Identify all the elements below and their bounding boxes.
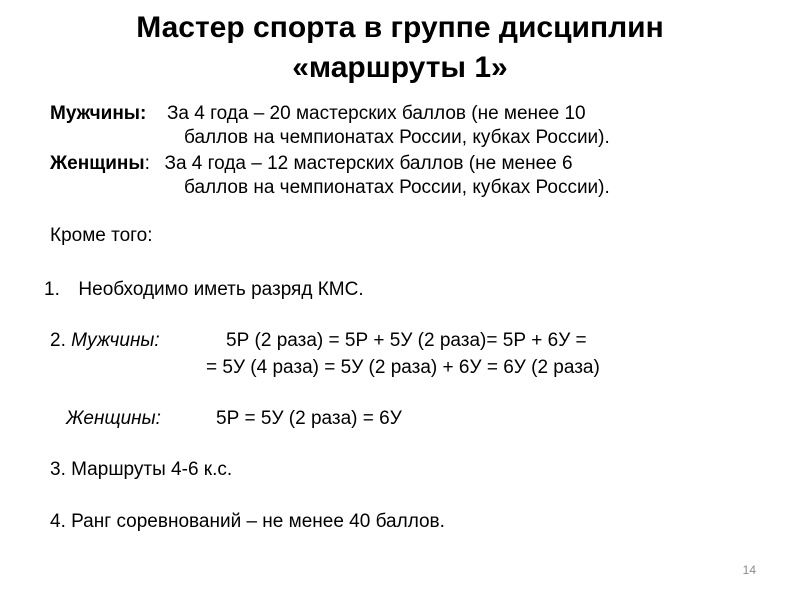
title-line-2: «маршруты 1» <box>292 51 508 84</box>
women-requirement-line-1 <box>50 152 573 176</box>
women-text-1: За 4 года – 12 мастерских баллов (не менее 6 <box>164 153 573 174</box>
list-item-3 <box>50 458 232 482</box>
item-1-number: 1. <box>44 279 60 300</box>
men-label: Мужчины: <box>50 103 147 124</box>
men-text-1: За 4 года – 20 мастерских баллов (не менее 10 <box>166 103 586 124</box>
women-text-2: баллов на чемпионатах России, кубках России). <box>184 177 610 198</box>
item-2-men-formula-2: = 5У (4 раза) = 5У (2 раза) + 6У = 6У (2 раза) <box>206 357 600 378</box>
list-item-4 <box>50 510 445 534</box>
item-4-number: 4. <box>50 511 66 532</box>
women-colon: : <box>144 153 150 174</box>
item-3-text: Маршруты 4-6 к.с. <box>71 459 233 480</box>
item-2-women-formula: 5Р = 5У (2 раза) = 6У <box>216 408 402 429</box>
title-line-1: Мастер спорта в группе дисциплин <box>136 11 664 44</box>
men-requirement-line-1 <box>50 102 586 126</box>
slide-title <box>0 8 800 88</box>
women-label: Женщины <box>50 153 145 174</box>
item-2-women-label: Женщины: <box>66 408 161 429</box>
list-item-1 <box>44 278 364 302</box>
slide-number: 14 <box>742 563 756 577</box>
item-3-number: 3. <box>50 459 66 480</box>
besides-heading: Кроме того: <box>50 225 153 246</box>
item-1-text: Необходимо иметь разряд КМС. <box>78 279 364 300</box>
item-4-text: Ранг соревнований – не менее 40 баллов. <box>71 511 445 532</box>
list-item-2 <box>50 329 160 353</box>
item-2-men-label: Мужчины: <box>71 330 160 351</box>
men-text-2: баллов на чемпионатах России, кубках России). <box>184 127 610 148</box>
item-2-number: 2. <box>50 330 66 351</box>
item-2-men-formula-1: 5Р (2 раза) = 5Р + 5У (2 раза)= 5Р + 6У = <box>226 330 587 351</box>
